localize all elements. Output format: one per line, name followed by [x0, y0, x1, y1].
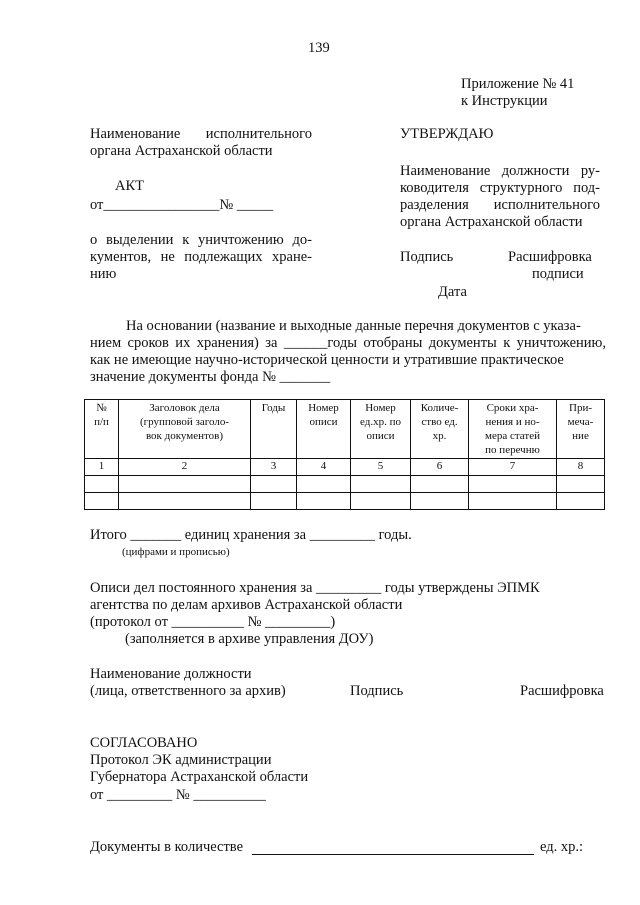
agreed-heading: СОГЛАСОВАНО: [90, 735, 198, 751]
inventory-line-3: (протокол от __________ № _________): [90, 614, 336, 630]
agreed-line-2: Губернатора Астраханской области: [90, 769, 309, 785]
act-subject-line-3: нию: [90, 266, 117, 282]
col-number-5: 5: [351, 459, 411, 476]
approver-signature-label: Подпись: [400, 249, 454, 265]
org-name-line-1: Наименование исполнительного: [90, 126, 312, 142]
inventory-note: (заполняется в архиве управления ДОУ): [125, 631, 374, 647]
col-header-number: № п/п: [85, 400, 119, 459]
total-line: Итого _______ единиц хранения за _________ годы.: [90, 527, 412, 543]
act-subject-line-2: кументов, не подлежащих хране-: [90, 249, 312, 265]
approve-heading: УТВЕРЖДАЮ: [400, 126, 494, 142]
act-title: АКТ: [115, 178, 144, 194]
responsible-decoding-label: Расшифровка: [520, 683, 604, 699]
approver-position-line-4: органа Астраханской области: [400, 214, 583, 230]
table-row: [85, 493, 605, 510]
table-row: [85, 476, 605, 493]
col-header-inventory-number: Номер описи: [297, 400, 351, 459]
destruction-table: [84, 399, 604, 510]
page-number: 139: [308, 40, 330, 56]
col-header-years: Годы: [251, 400, 297, 459]
col-header-unit-number: Номер ед.хр. по описи: [351, 400, 411, 459]
agreed-date-number-line: от _________ № __________: [90, 787, 266, 803]
documents-count-suffix: ед. хр.:: [540, 839, 584, 855]
approver-position-line-1: Наименование должности ру-: [400, 163, 600, 179]
col-number-8: 8: [557, 459, 605, 476]
responsible-signature-label: Подпись: [350, 683, 404, 699]
documents-count-label: Документы в количестве: [90, 839, 244, 855]
approver-position-line-2: ководителя структурного под-: [400, 180, 600, 196]
documents-count-blank: [252, 854, 534, 855]
col-number-4: 4: [297, 459, 351, 476]
agreed-line-1: Протокол ЭК администрации: [90, 752, 272, 768]
approver-decoding-label-2: подписи: [532, 266, 584, 282]
responsible-position-line-1: Наименование должности: [90, 666, 252, 682]
act-number-line: от________________№ _____: [90, 197, 274, 213]
body-text-line-2: нием сроков их хранения) за ______годы отобраны документы к уничтожению,: [90, 335, 606, 351]
approver-decoding-label: Расшифровка: [508, 249, 592, 265]
col-header-case-title: Заголовок дела (групповой заголо- вок документов): [119, 400, 251, 459]
inventory-line-2: агентства по делам архивов Астраханской области: [90, 597, 403, 613]
table-header-row: [85, 400, 605, 459]
col-number-2: 2: [119, 459, 251, 476]
appendix-line-1: Приложение № 41: [461, 76, 575, 92]
col-header-unit-count: Количе- ство ед. хр.: [411, 400, 469, 459]
col-header-note: При- меча- ние: [557, 400, 605, 459]
appendix-line-2: к Инструкции: [461, 93, 548, 109]
col-number-6: 6: [411, 459, 469, 476]
col-number-3: 3: [251, 459, 297, 476]
col-header-storage-terms: Сроки хра- нения и но- мера статей по перечню: [469, 400, 557, 459]
col-number-7: 7: [469, 459, 557, 476]
inventory-line-1: Описи дел постоянного хранения за _________ годы утверждены ЭПМК: [90, 580, 540, 596]
table-column-numbers-row: [85, 459, 605, 476]
act-subject-line-1: о выделении к уничтожению до-: [90, 232, 312, 248]
col-number-1: 1: [85, 459, 119, 476]
responsible-position-line-2: (лица, ответственного за архив): [90, 683, 286, 699]
approver-position-line-3: разделения исполнительного: [400, 197, 600, 213]
total-note: (цифрами и прописью): [122, 546, 230, 558]
approval-date-label: Дата: [438, 284, 467, 300]
body-text-line-1: На основании (название и выходные данные перечня документов с указа-: [126, 318, 581, 334]
org-name-line-2: органа Астраханской области: [90, 143, 273, 159]
body-text-line-3: как не имеющие научно-исторической ценности и утратившие практическое: [90, 352, 564, 368]
body-text-line-4: значение документы фонда № _______: [90, 369, 331, 385]
